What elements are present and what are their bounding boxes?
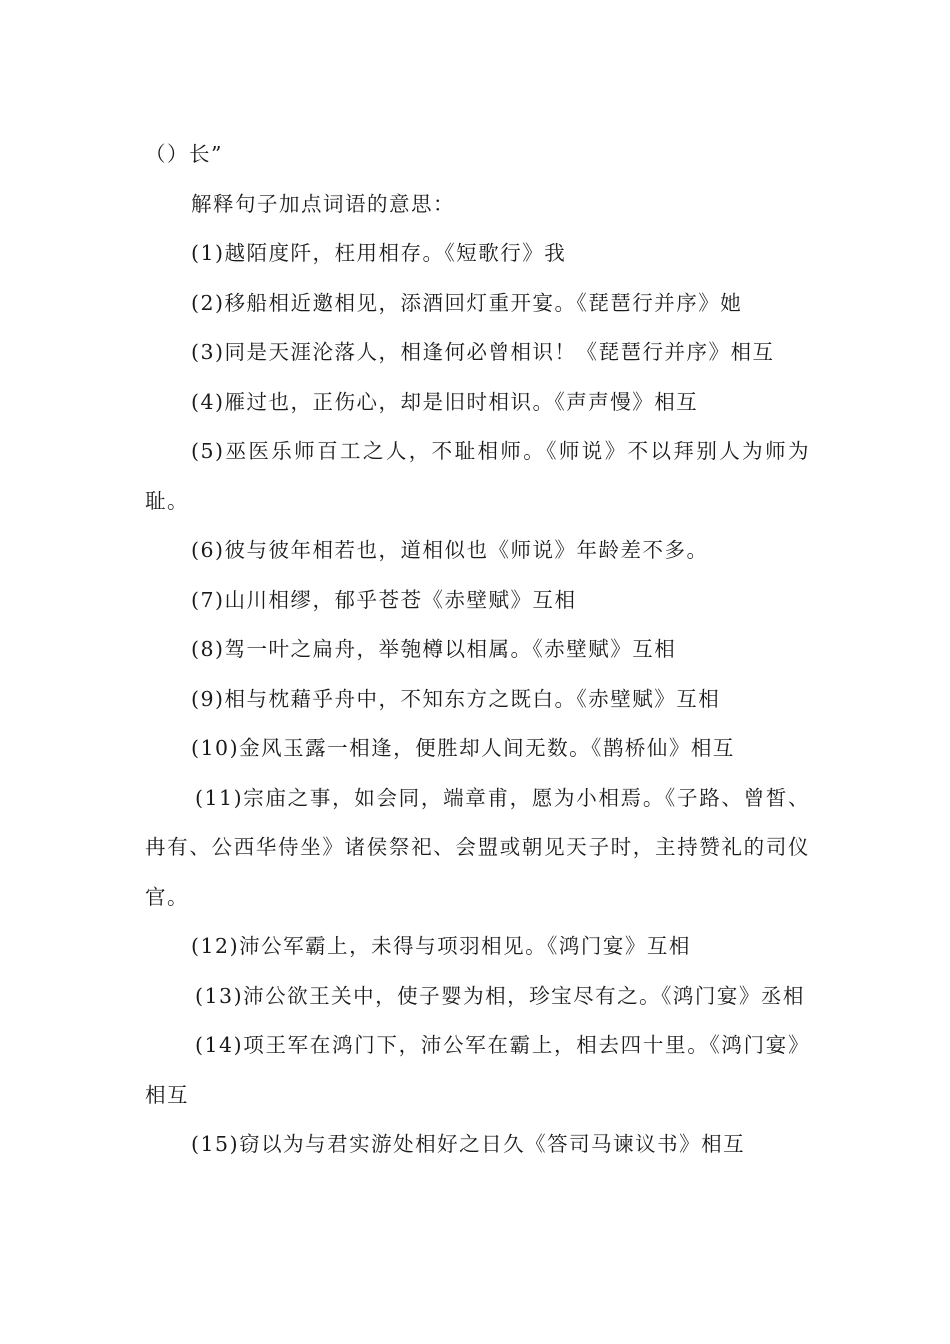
- document-body: [145, 130, 810, 1170]
- exercise-instruction: 解释句子加点词语的意思：: [191, 191, 455, 216]
- exercise-item-1: (1)越陌度阡，枉用相存。《短歌行》我: [191, 241, 567, 265]
- exercise-item-10: (10)金风玉露一相逢，便胜却人间无数。《鹊桥仙》相互: [191, 736, 735, 760]
- exercise-item-5: (5)巫医乐师百工之人，不耻相师。《师说》不以拜别人为师为耻。: [145, 439, 810, 513]
- exercise-item-13: (13)沛公欲王关中，使子婴为相，珍宝尽有之。《鸿门宴》丞相: [195, 983, 805, 1008]
- exercise-item-11: (11)宗庙之事，如会同，端章甫，愿为小相焉。《子路、曾皙、冉有、公西华侍坐》诸侯祭祀、会盟或朝见天子时，主持赞礼的司仪官。: [145, 785, 810, 909]
- exercise-item-14: (14)项王军在鸿门下，沛公军在霸上，相去四十里。《鸿门宴》相互: [145, 1033, 810, 1107]
- exercise-item-12: (12)沛公军霸上，未得与项羽相见。《鸿门宴》互相: [191, 934, 691, 958]
- exercise-item-9: (9)相与枕藉乎舟中，不知东方之既白。《赤壁赋》互相: [191, 686, 721, 711]
- exercise-item-6: (6)彼与彼年相若也，道相似也《师说》年龄差不多。: [191, 538, 709, 562]
- exercise-item-8: (8)驾一叶之扁舟，举匏樽以相属。《赤壁赋》互相: [191, 637, 677, 661]
- exercise-item-7: (7)山川相缪，郁乎苍苍《赤壁赋》互相: [191, 587, 577, 612]
- exercise-item-4: (4)雁过也，正伤心，却是旧时相识。《声声慢》相互: [191, 389, 699, 414]
- exercise-item-15: (15)窃以为与君实游处相好之日久《答司马谏议书》相互: [191, 1132, 746, 1156]
- exercise-item-3: (3)同是天涯沦落人，相逢何必曾相识！《琵琶行并序》相互: [191, 340, 775, 364]
- text-line-fragment: （）长”: [145, 142, 223, 166]
- exercise-item-2: (2)移船相近邀相见，添酒回灯重开宴。《琵琶行并序》她: [191, 290, 743, 315]
